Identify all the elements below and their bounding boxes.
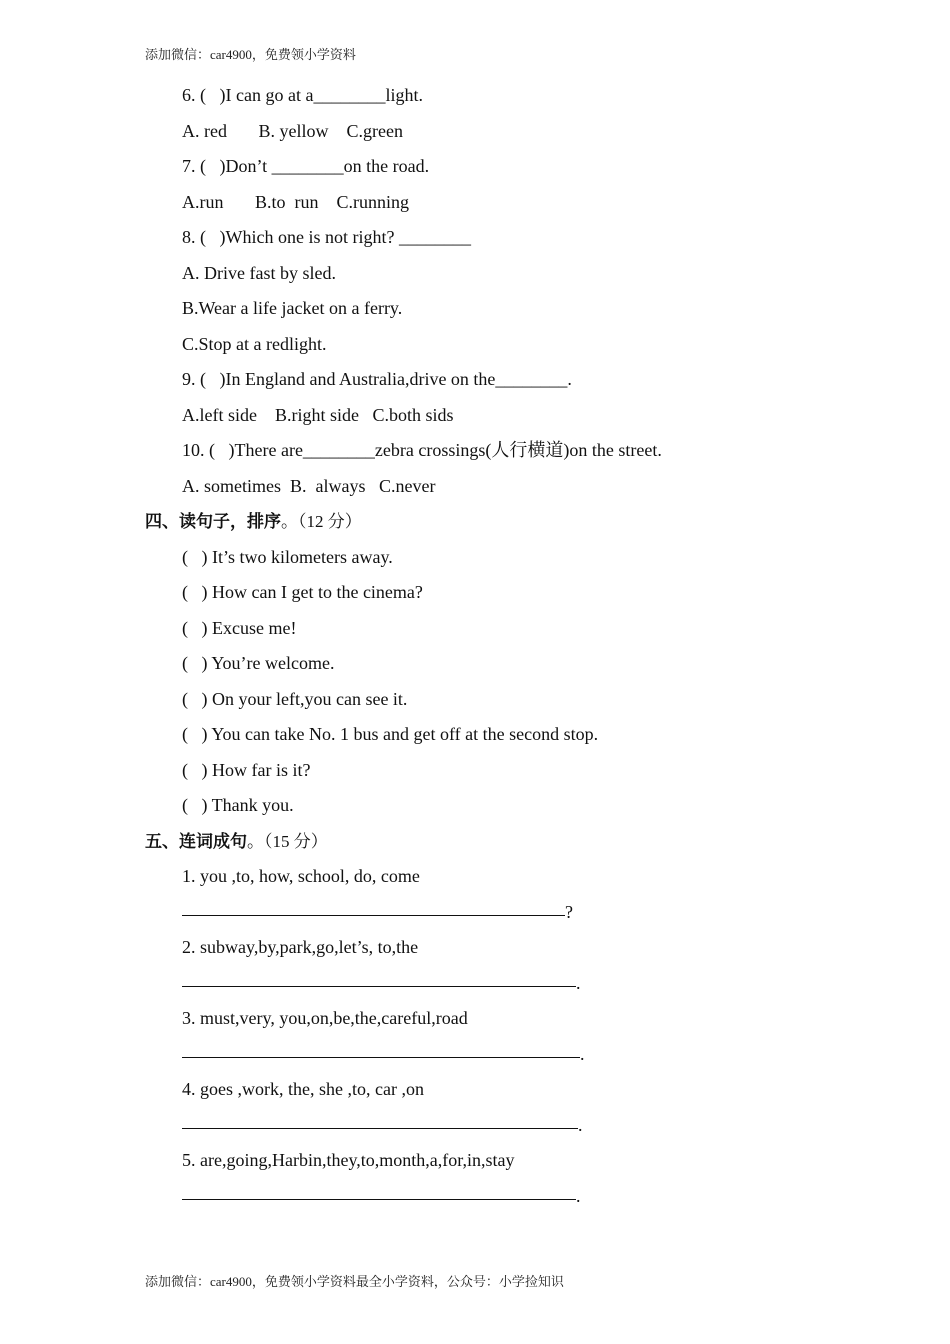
- answer-blank[interactable]: [182, 1198, 576, 1200]
- question-8-option-c: C.Stop at a redlight.: [182, 333, 327, 354]
- answer-line-5[interactable]: [0, 1179, 950, 1215]
- answer-line-4[interactable]: [0, 1108, 950, 1144]
- answer-end-punct: .: [576, 972, 581, 993]
- page-header: 添加微信：car4900，免费领小学资料: [145, 47, 356, 62]
- order-item: ( ) How far is it?: [182, 759, 311, 780]
- question-6: 6. ( )I can go at a________light.: [182, 85, 423, 105]
- question-8-option-b: B.Wear a life jacket on a ferry.: [182, 298, 403, 318]
- scrambled-words-5: 5. are,going,Harbin,they,to,month,a,for,in,stay: [182, 1150, 515, 1170]
- question-9-options: A.left side B.right side C.both sids: [182, 404, 454, 425]
- section-4-heading: [0, 504, 950, 540]
- answer-blank[interactable]: [182, 1127, 578, 1129]
- order-item: ( ) Thank you.: [182, 795, 294, 815]
- question-7: 7. ( )Don’t ________on the road.: [182, 156, 430, 176]
- answer-blank[interactable]: [182, 985, 576, 987]
- worksheet-content: [0, 78, 950, 1214]
- answer-end-punct: .: [578, 1114, 583, 1135]
- section-4-title: 四、读句子，排序: [145, 512, 281, 532]
- question-9: 9. ( )In England and Australia,drive on the________.: [182, 369, 572, 389]
- question-8-option-a: A. Drive fast by sled.: [182, 262, 336, 283]
- scrambled-words-4: 4. goes ,work, the, she ,to, car ,on: [182, 1079, 424, 1099]
- order-item: ( ) You’re welcome.: [182, 653, 335, 673]
- question-6-options: A. red B. yellow C.green: [182, 120, 403, 141]
- section-5-title: 五、连词成句: [145, 831, 247, 852]
- order-item: ( ) On your left,you can see it.: [182, 688, 408, 709]
- order-item: ( ) It’s two kilometers away.: [182, 546, 393, 567]
- question-10: 10. ( )There are________zebra crossings(人行横道)on the street.: [182, 440, 662, 460]
- answer-line-1[interactable]: [0, 895, 950, 931]
- answer-end-punct: .: [576, 1185, 581, 1206]
- answer-blank[interactable]: [182, 1056, 580, 1058]
- scrambled-words-2: 2. subway,by,park,go,let’s, to,the: [182, 937, 419, 957]
- order-item: ( ) How can I get to the cinema?: [182, 582, 423, 602]
- answer-end-punct: ?: [565, 901, 573, 922]
- order-item: ( ) You can take No. 1 bus and get off at the second stop.: [182, 724, 599, 744]
- scrambled-words-1: 1. you ,to, how, school, do, come: [182, 866, 420, 886]
- answer-line-2[interactable]: [0, 966, 950, 1002]
- question-8: 8. ( )Which one is not right? ________: [182, 227, 471, 247]
- order-item: ( ) Excuse me!: [182, 617, 297, 638]
- scrambled-words-3: 3. must,very, you,on,be,the,careful,road: [182, 1008, 468, 1028]
- answer-blank[interactable]: [182, 914, 565, 916]
- page-footer: 添加微信：car4900，免费领小学资料最全小学资料，公众号：小学捡知识: [145, 1274, 564, 1289]
- question-10-options: A. sometimes B. always C.never: [182, 475, 436, 496]
- section-4-score: 。（12 分）: [281, 512, 362, 531]
- answer-end-punct: .: [580, 1043, 585, 1064]
- question-7-options: A.run B.to run C.running: [182, 191, 409, 212]
- answer-line-3[interactable]: [0, 1037, 950, 1073]
- section-5-heading: [0, 824, 950, 860]
- section-5-score: 。（15 分）: [247, 831, 328, 851]
